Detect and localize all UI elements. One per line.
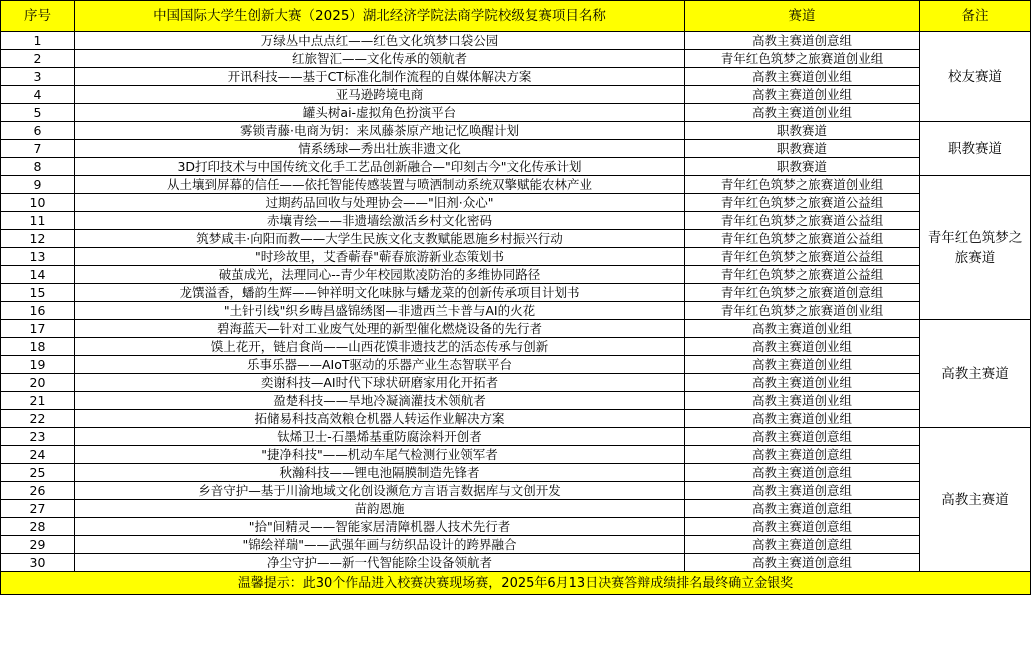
project-name: 罐头树ai-虚拟角色扮演平台 <box>75 104 685 122</box>
project-name: 乡音守护—基于川渝地域文化创设濒危方言语言数据库与文创开发 <box>75 482 685 500</box>
track-group-note: 高教主赛道 <box>920 320 1031 428</box>
row-number: 30 <box>1 554 75 572</box>
project-name: 雾锁青藤·电商为钥：来凤藤茶原产地记忆唤醒计划 <box>75 122 685 140</box>
track-name: 高教主赛道创意组 <box>685 464 920 482</box>
table-row <box>1 158 1031 176</box>
project-name: "捷净科技"——机动车尾气检测行业领军者 <box>75 446 685 464</box>
track-name: 高教主赛道创意组 <box>685 32 920 50</box>
track-group-note: 青年红色筑梦之旅赛道 <box>920 176 1031 320</box>
table-row <box>1 536 1031 554</box>
table-row <box>1 266 1031 284</box>
track-name: 职教赛道 <box>685 122 920 140</box>
track-name: 高教主赛道创意组 <box>685 536 920 554</box>
table-row <box>1 392 1031 410</box>
track-name: 青年红色筑梦之旅赛道公益组 <box>685 212 920 230</box>
project-name: 秋瀚科技——锂电池隔膜制造先锋者 <box>75 464 685 482</box>
track-name: 高教主赛道创意组 <box>685 518 920 536</box>
header-number: 序号 <box>1 1 75 32</box>
table-row <box>1 212 1031 230</box>
project-name: "拾"间精灵——智能家居清障机器人技术先行者 <box>75 518 685 536</box>
table-row <box>1 194 1031 212</box>
track-name: 高教主赛道创意组 <box>685 482 920 500</box>
project-name: "土针引线"织乡畴昌盛锦绣图—非遗西兰卡普与AI的火花 <box>75 302 685 320</box>
row-number: 17 <box>1 320 75 338</box>
track-name: 高教主赛道创业组 <box>685 392 920 410</box>
table-row <box>1 86 1031 104</box>
table-row <box>1 248 1031 266</box>
table-body <box>1 32 1031 572</box>
track-name: 高教主赛道创业组 <box>685 86 920 104</box>
track-group-note: 高教主赛道 <box>920 428 1031 572</box>
track-name: 职教赛道 <box>685 158 920 176</box>
project-name: 红旅智汇——文化传承的领航者 <box>75 50 685 68</box>
table-row <box>1 446 1031 464</box>
track-name: 青年红色筑梦之旅赛道公益组 <box>685 248 920 266</box>
table-row <box>1 104 1031 122</box>
footer-tip: 温馨提示：此30个作品进入校赛决赛现场赛，2025年6月13日决赛答辩成绩排名最终确立金银奖 <box>1 572 1031 595</box>
table-row <box>1 50 1031 68</box>
row-number: 21 <box>1 392 75 410</box>
project-name: 亚马逊跨境电商 <box>75 86 685 104</box>
project-name: 奕谢科技—AI时代下球状研磨家用化开拓者 <box>75 374 685 392</box>
row-number: 6 <box>1 122 75 140</box>
row-number: 5 <box>1 104 75 122</box>
footer-row <box>1 572 1031 595</box>
track-name: 青年红色筑梦之旅赛道公益组 <box>685 194 920 212</box>
track-name: 高教主赛道创业组 <box>685 338 920 356</box>
table-row <box>1 374 1031 392</box>
row-number: 7 <box>1 140 75 158</box>
track-name: 高教主赛道创业组 <box>685 68 920 86</box>
project-name: 拓储易科技高效粮仓机器人转运作业解决方案 <box>75 410 685 428</box>
project-name: 情系绣球—秀出壮族非遗文化 <box>75 140 685 158</box>
table-row <box>1 500 1031 518</box>
project-name: 筑梦咸丰·向阳而教——大学生民族文化支教赋能恩施乡村振兴行动 <box>75 230 685 248</box>
header-note: 备注 <box>920 1 1031 32</box>
row-number: 8 <box>1 158 75 176</box>
project-name: 从土壤到屏幕的信任——依托智能传感装置与喷洒制动系统双擎赋能农林产业 <box>75 176 685 194</box>
row-number: 16 <box>1 302 75 320</box>
project-name: 过期药品回收与处理协会——"旧剂·众心" <box>75 194 685 212</box>
row-number: 2 <box>1 50 75 68</box>
track-name: 青年红色筑梦之旅赛道创业组 <box>685 176 920 194</box>
row-number: 27 <box>1 500 75 518</box>
track-name: 青年红色筑梦之旅赛道创业组 <box>685 50 920 68</box>
project-name: 破茧成光，法理同心--青少年校园欺凌防治的多维协同路径 <box>75 266 685 284</box>
table-row <box>1 176 1031 194</box>
row-number: 15 <box>1 284 75 302</box>
table-row <box>1 230 1031 248</box>
header-track: 赛道 <box>685 1 920 32</box>
row-number: 25 <box>1 464 75 482</box>
project-name: 钛烯卫士-石墨烯基重防腐涂料开创者 <box>75 428 685 446</box>
track-name: 青年红色筑梦之旅赛道创意组 <box>685 284 920 302</box>
table-row <box>1 518 1031 536</box>
track-name: 高教主赛道创业组 <box>685 356 920 374</box>
row-number: 26 <box>1 482 75 500</box>
row-number: 1 <box>1 32 75 50</box>
table-row <box>1 410 1031 428</box>
track-name: 高教主赛道创意组 <box>685 446 920 464</box>
track-name: 职教赛道 <box>685 140 920 158</box>
track-name: 青年红色筑梦之旅赛道公益组 <box>685 266 920 284</box>
table-row <box>1 554 1031 572</box>
track-name: 高教主赛道创业组 <box>685 320 920 338</box>
track-name: 高教主赛道创业组 <box>685 104 920 122</box>
row-number: 10 <box>1 194 75 212</box>
project-name: 赤壤青绘——非遗墙绘激活乡村文化密码 <box>75 212 685 230</box>
project-name: 开讯科技——基于CT标准化制作流程的自媒体解决方案 <box>75 68 685 86</box>
row-number: 13 <box>1 248 75 266</box>
row-number: 24 <box>1 446 75 464</box>
track-group-note: 职教赛道 <box>920 122 1031 176</box>
project-name: 馍上花开，链启食尚——山西花馍非遗技艺的活态传承与创新 <box>75 338 685 356</box>
row-number: 9 <box>1 176 75 194</box>
project-name: 万绿丛中点点红——红色文化筑梦口袋公园 <box>75 32 685 50</box>
track-group-note: 校友赛道 <box>920 32 1031 122</box>
track-name: 高教主赛道创意组 <box>685 428 920 446</box>
table-row <box>1 302 1031 320</box>
track-name: 青年红色筑梦之旅赛道公益组 <box>685 230 920 248</box>
row-number: 19 <box>1 356 75 374</box>
row-number: 29 <box>1 536 75 554</box>
track-name: 高教主赛道创意组 <box>685 500 920 518</box>
table-row <box>1 356 1031 374</box>
project-name: 龙馔溢香，蟠韵生辉——钟祥明文化味脉与蟠龙菜的创新传承项目计划书 <box>75 284 685 302</box>
project-name: 净尘守护——新一代智能除尘设备领航者 <box>75 554 685 572</box>
row-number: 12 <box>1 230 75 248</box>
table-row <box>1 68 1031 86</box>
row-number: 18 <box>1 338 75 356</box>
project-name: 3D打印技术与中国传统文化手工艺品创新融合—"印刻古今"文化传承计划 <box>75 158 685 176</box>
row-number: 20 <box>1 374 75 392</box>
header-row <box>1 1 1031 32</box>
project-name: "时珍故里，艾香蕲春"蕲春旅游新业态策划书 <box>75 248 685 266</box>
table-row <box>1 32 1031 50</box>
row-number: 28 <box>1 518 75 536</box>
table-row <box>1 284 1031 302</box>
table-row <box>1 320 1031 338</box>
row-number: 11 <box>1 212 75 230</box>
project-name: 乐事乐器——AIoT驱动的乐器产业生态智联平台 <box>75 356 685 374</box>
table-row <box>1 122 1031 140</box>
row-number: 14 <box>1 266 75 284</box>
table-row <box>1 464 1031 482</box>
project-name: 碧海蓝天—针对工业废气处理的新型催化燃烧设备的先行者 <box>75 320 685 338</box>
table-row <box>1 482 1031 500</box>
row-number: 22 <box>1 410 75 428</box>
project-name: 盈楚科技——旱地冷凝滴灌技术领航者 <box>75 392 685 410</box>
table-row <box>1 140 1031 158</box>
table-row <box>1 338 1031 356</box>
track-name: 高教主赛道创意组 <box>685 554 920 572</box>
track-name: 青年红色筑梦之旅赛道创业组 <box>685 302 920 320</box>
table-row <box>1 428 1031 446</box>
project-name: "锦绘祥瑞"——武强年画与纺织品设计的跨界融合 <box>75 536 685 554</box>
row-number: 3 <box>1 68 75 86</box>
row-number: 4 <box>1 86 75 104</box>
row-number: 23 <box>1 428 75 446</box>
track-name: 高教主赛道创业组 <box>685 374 920 392</box>
header-project-name: 中国国际大学生创新大赛（2025）湖北经济学院法商学院校级复赛项目名称 <box>75 1 685 32</box>
project-name: 苗韵恩施 <box>75 500 685 518</box>
track-name: 高教主赛道创业组 <box>685 410 920 428</box>
